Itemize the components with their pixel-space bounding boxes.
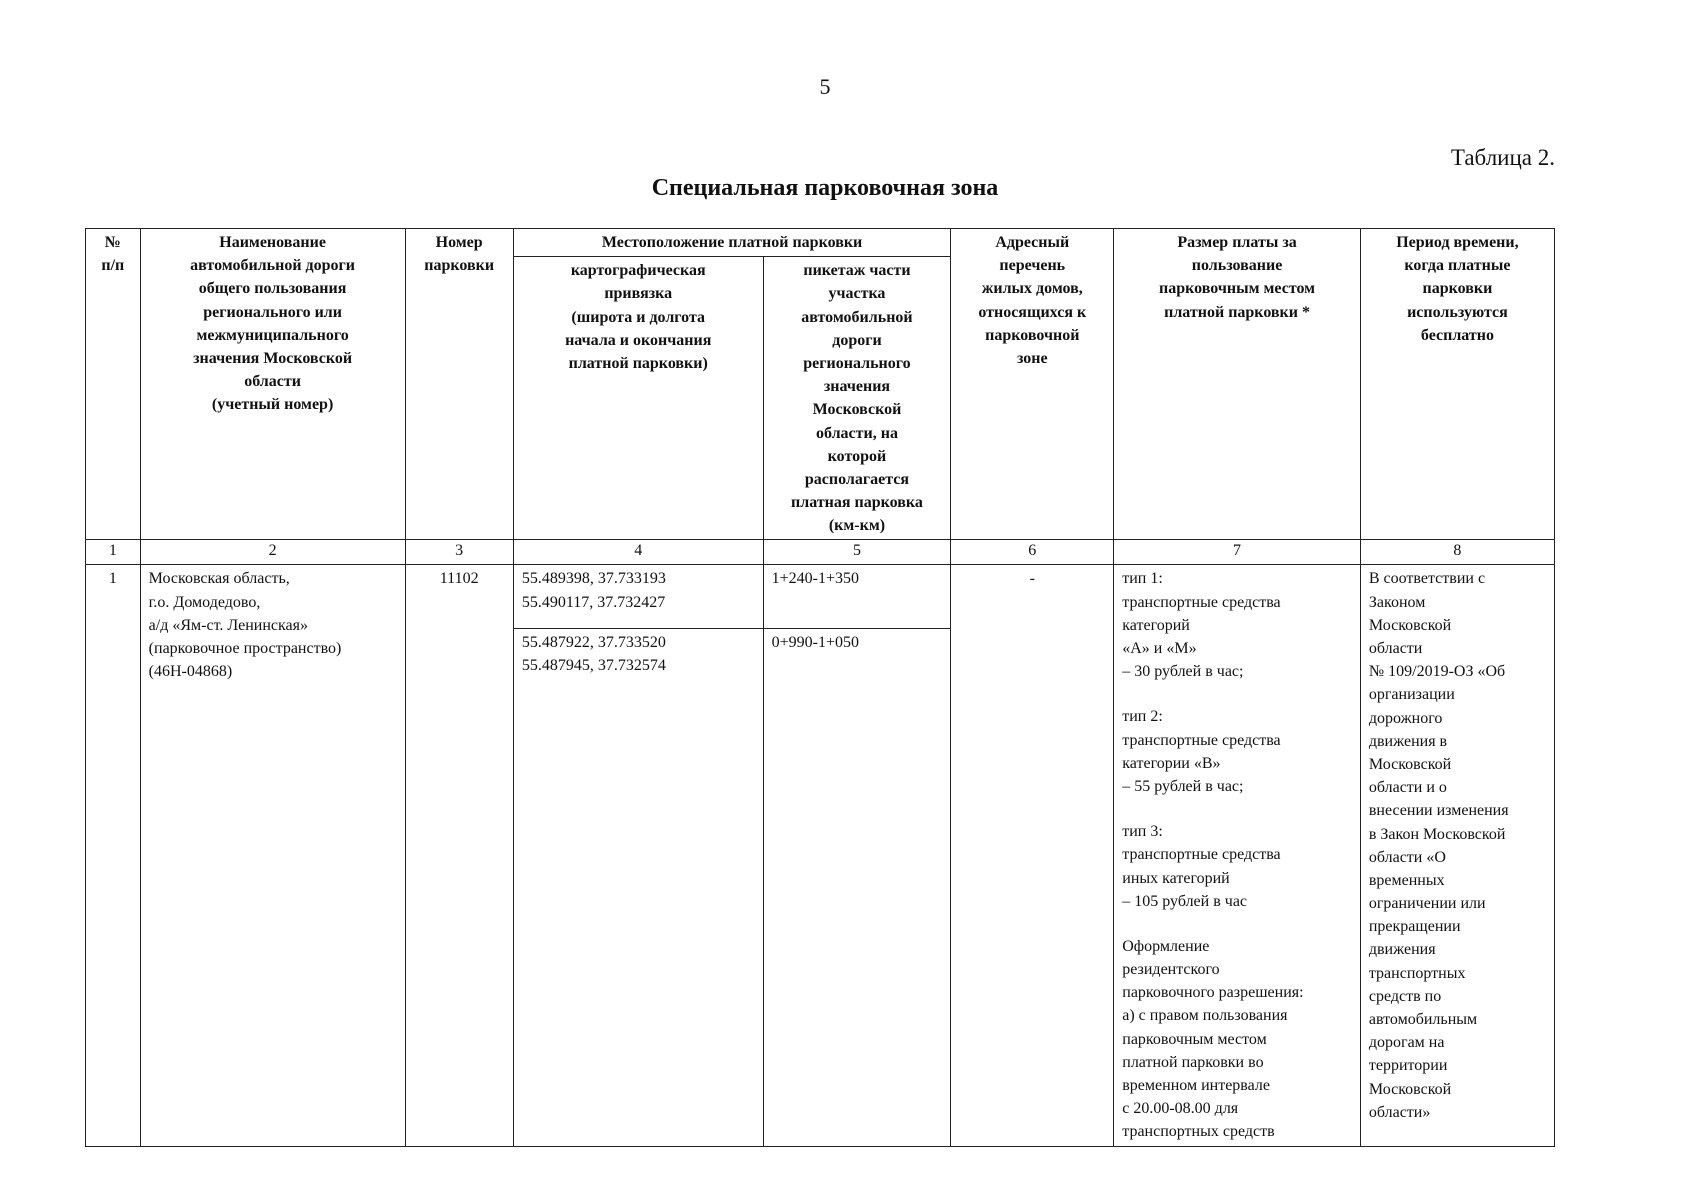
row-picket-1: 1+240-1+350 bbox=[763, 565, 951, 628]
fee-type-2: тип 2: транспортные средства категории «В» – 55 рублей в час; bbox=[1122, 708, 1281, 795]
row-free-period: В соответствии с Законом Московской области № 109/2019-ОЗ «Об организации дорожного движения в Московской области и о внесении изменения в Закон Московской области «О временных ограничении или прекращении движения транспортных средств по автомобильным дорогам на территории Московской области» bbox=[1360, 565, 1554, 1146]
column-number: 6 bbox=[951, 540, 1114, 565]
header-location: Местоположение платной парковки bbox=[513, 229, 950, 257]
row-coordinates-2: 55.487922, 37.733520 55.487945, 37.732574 bbox=[513, 628, 763, 1146]
row-num: 1 bbox=[86, 565, 141, 1146]
row-road-name: Московская область, г.о. Домодедово, а/д «Ям-ст. Ленинская» (парковочное пространство) (46Н-04868) bbox=[140, 565, 405, 1146]
column-number: 1 bbox=[86, 540, 141, 565]
header-road-name: Наименование автомобильной дороги общего пользования регионального или межмуниципального значения Московской области (учетный номер) bbox=[140, 229, 405, 540]
page-number: 5 bbox=[819, 74, 831, 99]
column-number: 4 bbox=[513, 540, 763, 565]
column-number: 3 bbox=[405, 540, 513, 565]
document-title: Специальная парковочная зона bbox=[651, 175, 999, 201]
header-picket: пикетаж части участка автомобильной дороги регионального значения Московской области, на которой располагается платная парковка (км-км) bbox=[763, 257, 951, 540]
table-caption: Таблица 2. bbox=[1450, 145, 1555, 170]
column-number: 8 bbox=[1360, 540, 1554, 565]
fee-resident-permit: Оформление резидентского парковочного разрешения: а) с правом пользования парковочным местом платной парковки во временном интервале с 20.00-08.00 для транспортных средств bbox=[1122, 937, 1304, 1141]
header-cartographic: картографическая привязка (широта и долгота начала и окончания платной парковки) bbox=[513, 257, 763, 540]
row-coordinates-1: 55.489398, 37.733193 55.490117, 37.732427 bbox=[513, 565, 763, 628]
header-fee: Размер платы за пользование парковочным местом платной парковки * bbox=[1114, 229, 1361, 540]
row-fee bbox=[1114, 565, 1361, 1146]
header-free-period: Период времени, когда платные парковки используются бесплатно bbox=[1360, 229, 1554, 540]
fee-type-1: тип 1: транспортные средства категорий «А» и «М» – 30 рублей в час; bbox=[1122, 570, 1281, 681]
row-parking-number: 11102 bbox=[405, 565, 513, 1146]
column-number: 7 bbox=[1114, 540, 1361, 565]
column-number-row bbox=[86, 540, 1555, 565]
column-number: 2 bbox=[140, 540, 405, 565]
header-row bbox=[86, 229, 1555, 257]
row-address-list: - bbox=[951, 565, 1114, 1146]
header-address-list: Адресный перечень жилых домов, относящихся к парковочной зоне bbox=[951, 229, 1114, 540]
header-parking-number: Номер парковки bbox=[405, 229, 513, 540]
fee-type-3: тип 3: транспортные средства иных категорий – 105 рублей в час bbox=[1122, 823, 1281, 910]
table-row bbox=[86, 565, 1555, 628]
row-picket-2: 0+990-1+050 bbox=[763, 628, 951, 1146]
header-num: № п/п bbox=[86, 229, 141, 540]
parking-zone-table bbox=[85, 228, 1555, 1147]
column-number: 5 bbox=[763, 540, 951, 565]
